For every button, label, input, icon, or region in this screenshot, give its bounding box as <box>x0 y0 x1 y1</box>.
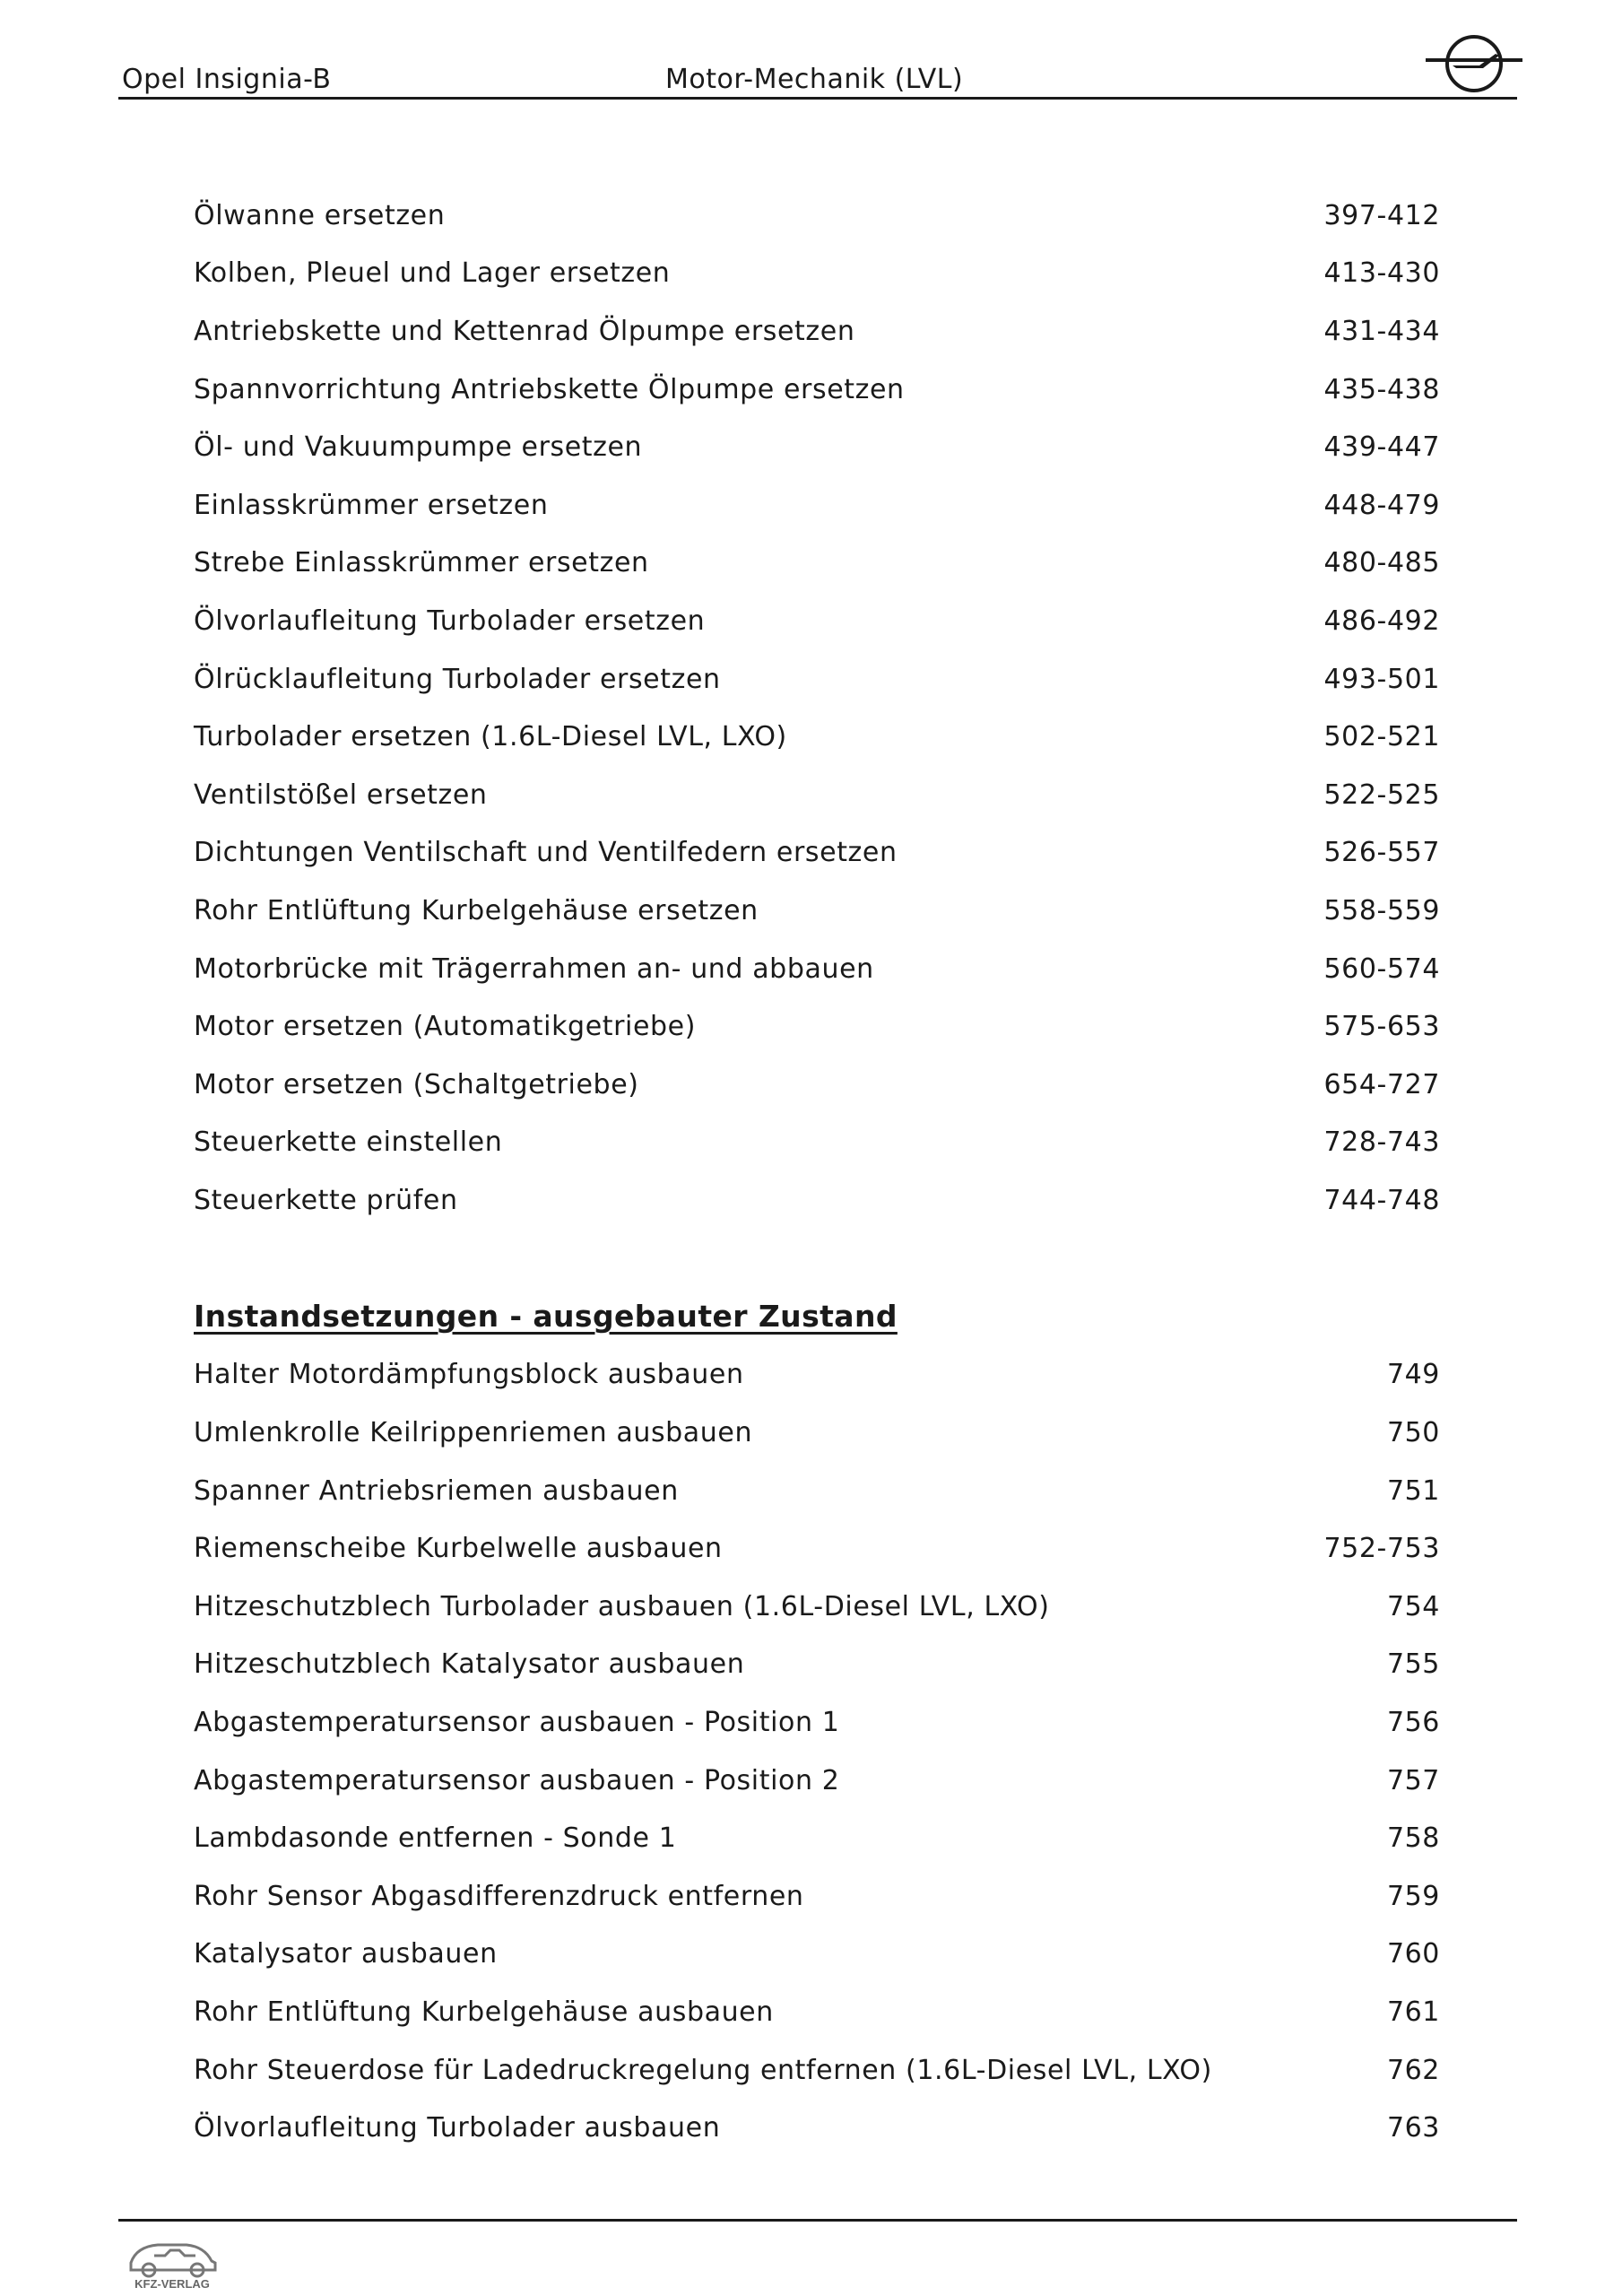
toc-entry-title: Kolben, Pleuel und Lager ersetzen <box>194 257 671 290</box>
toc-dot-leader <box>710 609 1316 636</box>
toc-entry-pages: 755 <box>1386 1648 1440 1681</box>
toc-entry-title: Steuerkette prüfen <box>194 1184 458 1216</box>
header-vehicle-title: Opel Insignia-B <box>122 64 332 95</box>
kfz-verlag-logo-text: KFZ-VERLAG <box>134 2277 210 2291</box>
toc-entry[interactable] <box>194 708 1440 766</box>
toc-entry[interactable] <box>194 1171 1440 1230</box>
toc-entry-pages: 439-447 <box>1323 431 1440 464</box>
toc-dot-leader <box>503 1943 1380 1970</box>
toc-entry[interactable] <box>194 1693 1440 1752</box>
toc-entry-pages: 758 <box>1386 1822 1440 1855</box>
toc-entry[interactable] <box>194 824 1440 883</box>
toc-entry-title: Abgastemperatursensor ausbauen - Position 2 <box>194 1764 840 1796</box>
toc-entry-title: Hitzeschutzblech Turbolader ausbauen (1.6L-Diesel LVL, LXO) <box>194 1590 1050 1622</box>
toc-entry-pages: 558-559 <box>1323 894 1440 926</box>
toc-entry-pages: 749 <box>1386 1359 1440 1391</box>
toc-entry[interactable] <box>194 940 1440 998</box>
section-heading: Instandsetzungen - ausgebauter Zustand <box>194 1299 898 1335</box>
toc-dot-leader <box>726 667 1317 694</box>
toc-dot-leader <box>750 1653 1380 1680</box>
toc-entry-pages: 448-479 <box>1323 489 1440 521</box>
toc-entry-title: Öl- und Vakuumpumpe ersetzen <box>194 431 643 464</box>
toc-entry-title: Rohr Entlüftung Kurbelgehäuse ausbauen <box>194 1996 774 2029</box>
toc-entry-title: Dichtungen Ventilschaft und Ventilfedern ersetzen <box>194 837 898 869</box>
toc-entry[interactable] <box>194 1114 1440 1172</box>
toc-entry-title: Katalysator ausbauen <box>194 1938 498 1970</box>
toc-entry[interactable] <box>194 418 1440 476</box>
toc-entry[interactable] <box>194 1519 1440 1578</box>
toc-dot-leader <box>464 1188 1317 1215</box>
toc-dot-leader <box>910 378 1317 404</box>
toc-dot-leader <box>725 2117 1380 2144</box>
kfz-verlag-logo-icon <box>118 2231 226 2295</box>
toc-dot-leader <box>1055 1595 1380 1622</box>
toc-entry[interactable] <box>194 766 1440 824</box>
toc-entry-title: Spanner Antriebsriemen ausbauen <box>194 1474 679 1507</box>
toc-dot-leader <box>758 1422 1380 1448</box>
toc-entry-title: Spannvorrichtung Antriebskette Ölpumpe ersetzen <box>194 373 905 405</box>
toc-section-list <box>194 1346 1440 2157</box>
toc-entry-pages: 757 <box>1386 1764 1440 1796</box>
toc-entry-pages: 397-412 <box>1323 199 1440 231</box>
toc-entry[interactable] <box>194 592 1440 650</box>
toc-dot-leader <box>880 957 1317 984</box>
toc-dot-leader <box>845 1769 1380 1796</box>
toc-entry-title: Hitzeschutzblech Katalysator ausbauen <box>194 1648 745 1681</box>
toc-dot-leader <box>750 1363 1380 1390</box>
toc-entry[interactable] <box>194 2099 1440 2157</box>
toc-entry[interactable] <box>194 535 1440 593</box>
toc-dot-leader <box>728 1537 1317 1564</box>
toc-entry[interactable] <box>194 650 1440 709</box>
toc-entry[interactable] <box>194 1578 1440 1636</box>
toc-entry-pages: 486-492 <box>1323 604 1440 637</box>
toc-entry[interactable] <box>194 476 1440 535</box>
toc-entry[interactable] <box>194 2041 1440 2100</box>
toc-entry-title: Ölvorlaufleitung Turbolader ausbauen <box>194 2112 721 2144</box>
toc-entry-pages: 413-430 <box>1323 257 1440 290</box>
toc-entry-title: Umlenkrolle Keilrippenriemen ausbauen <box>194 1417 753 1449</box>
toc-entry-pages: 756 <box>1386 1707 1440 1739</box>
toc-dot-leader <box>860 319 1316 346</box>
toc-entry[interactable] <box>194 245 1440 303</box>
toc-dot-leader <box>1218 2058 1380 2085</box>
toc-entry-title: Antriebskette und Kettenrad Ölpumpe ersetzen <box>194 315 855 347</box>
toc-dot-leader <box>493 783 1317 810</box>
toc-entry[interactable] <box>194 187 1440 245</box>
toc-entry-title: Strebe Einlasskrümmer ersetzen <box>194 547 649 579</box>
toc-entry[interactable] <box>194 1867 1440 1926</box>
toc-entry-pages: 522-525 <box>1323 778 1440 811</box>
toc-dot-leader <box>764 899 1317 926</box>
toc-entry-pages: 480-485 <box>1323 547 1440 579</box>
page-footer <box>118 2219 1517 2291</box>
toc-entry-title: Rohr Entlüftung Kurbelgehäuse ersetzen <box>194 894 759 926</box>
table-of-contents <box>194 187 1440 2157</box>
toc-dot-leader <box>647 436 1316 463</box>
toc-entry-pages: 431-434 <box>1323 315 1440 347</box>
toc-entry[interactable] <box>194 1346 1440 1405</box>
toc-entry-title: Einlasskrümmer ersetzen <box>194 489 549 521</box>
toc-entry[interactable] <box>194 302 1440 361</box>
toc-dot-leader <box>684 1479 1380 1506</box>
toc-entry-title: Ventilstößel ersetzen <box>194 778 488 811</box>
toc-dot-leader <box>793 726 1317 752</box>
toc-entry[interactable] <box>194 1056 1440 1114</box>
toc-entry-title: Riemenscheibe Kurbelwelle ausbauen <box>194 1533 723 1565</box>
toc-entry-pages: 752-753 <box>1323 1533 1440 1565</box>
toc-entry-pages: 526-557 <box>1323 837 1440 869</box>
toc-entry-title: Ölwanne ersetzen <box>194 199 446 231</box>
toc-dot-leader <box>507 1131 1316 1158</box>
toc-entry-title: Motor ersetzen (Automatikgetriebe) <box>194 1011 697 1043</box>
toc-dot-leader <box>675 262 1316 289</box>
toc-entry-title: Rohr Steuerdose für Ladedruckregelung entfernen (1.6L-Diesel LVL, LXO) <box>194 2054 1212 2086</box>
toc-entry-pages: 760 <box>1386 1938 1440 1970</box>
toc-entry[interactable] <box>194 1983 1440 2041</box>
toc-entry-pages: 654-727 <box>1323 1068 1440 1100</box>
toc-entry[interactable] <box>194 1752 1440 1810</box>
toc-entry-pages: 744-748 <box>1323 1184 1440 1216</box>
toc-entry[interactable] <box>194 1462 1440 1520</box>
toc-entry-title: Lambdasonde entfernen - Sonde 1 <box>194 1822 677 1855</box>
toc-entry[interactable] <box>194 1809 1440 1867</box>
toc-dot-leader <box>845 1711 1380 1738</box>
toc-entry[interactable] <box>194 1926 1440 1984</box>
toc-entry-pages: 751 <box>1386 1474 1440 1507</box>
toc-entry-title: Turbolader ersetzen (1.6L-Diesel LVL, LXO) <box>194 721 787 753</box>
toc-entry-pages: 762 <box>1386 2054 1440 2086</box>
toc-entry[interactable] <box>194 1636 1440 1694</box>
toc-entry-title: Ölvorlaufleitung Turbolader ersetzen <box>194 604 706 637</box>
toc-entry[interactable] <box>194 1404 1440 1462</box>
toc-entry-title: Abgastemperatursensor ausbauen - Position 1 <box>194 1707 840 1739</box>
toc-dot-leader <box>655 552 1317 578</box>
opel-logo-icon <box>1420 23 1528 104</box>
toc-entry[interactable] <box>194 997 1440 1056</box>
toc-dot-leader <box>645 1073 1317 1100</box>
toc-dot-leader <box>553 493 1316 520</box>
toc-entry[interactable] <box>194 361 1440 419</box>
toc-entry-pages: 750 <box>1386 1417 1440 1449</box>
toc-entry-pages: 560-574 <box>1323 952 1440 985</box>
toc-entry-title: Halter Motordämpfungsblock ausbauen <box>194 1359 744 1391</box>
toc-dot-leader <box>779 2001 1380 2028</box>
toc-entry-title: Ölrücklaufleitung Turbolader ersetzen <box>194 663 721 695</box>
header-section-title: Motor-Mechanik (LVL) <box>665 64 964 95</box>
toc-entry-pages: 502-521 <box>1323 721 1440 753</box>
toc-entry-title: Motorbrücke mit Trägerrahmen an- und abbauen <box>194 952 874 985</box>
toc-dot-leader <box>701 1015 1316 1042</box>
toc-entry[interactable] <box>194 882 1440 940</box>
toc-entry-pages: 763 <box>1386 2112 1440 2144</box>
toc-entry-pages: 759 <box>1386 1880 1440 1912</box>
toc-entry-title: Motor ersetzen (Schaltgetriebe) <box>194 1068 639 1100</box>
toc-entry-pages: 575-653 <box>1323 1011 1440 1043</box>
toc-dot-leader <box>810 1884 1380 1911</box>
toc-dot-leader <box>450 204 1316 230</box>
toc-entry-title: Rohr Sensor Abgasdifferenzdruck entfernen <box>194 1880 804 1912</box>
page-header <box>118 54 1517 100</box>
toc-dot-leader <box>903 841 1317 868</box>
toc-entry-pages: 761 <box>1386 1996 1440 2029</box>
toc-entry-pages: 728-743 <box>1323 1126 1440 1159</box>
toc-top-list <box>194 187 1440 1230</box>
toc-entry-pages: 754 <box>1386 1590 1440 1622</box>
toc-entry-pages: 435-438 <box>1323 373 1440 405</box>
toc-dot-leader <box>681 1827 1380 1854</box>
toc-entry-pages: 493-501 <box>1323 663 1440 695</box>
toc-entry-title: Steuerkette einstellen <box>194 1126 503 1159</box>
